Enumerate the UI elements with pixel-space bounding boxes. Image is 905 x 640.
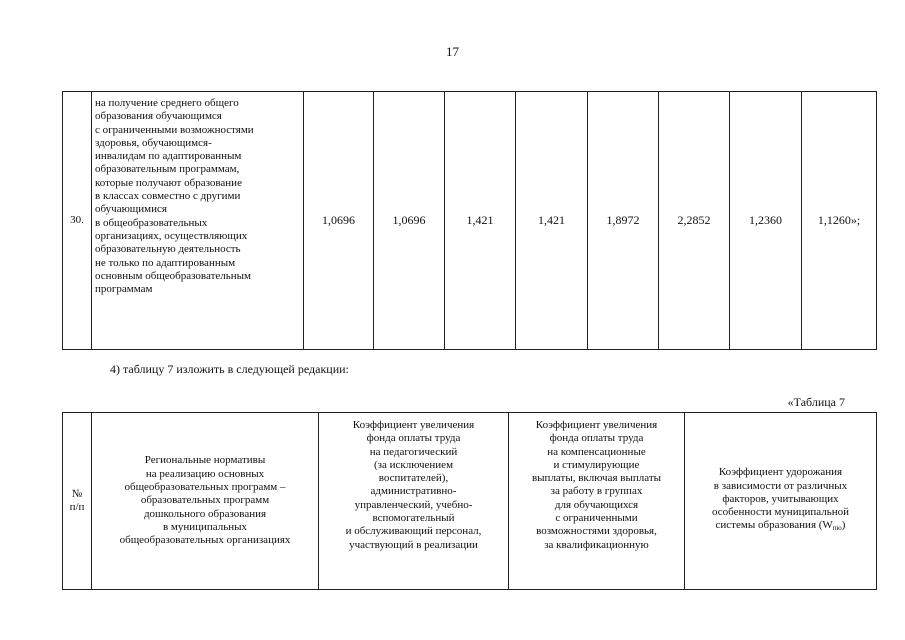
header-line: вспомогательный bbox=[372, 512, 455, 525]
row-description bbox=[92, 92, 304, 350]
closing-paren: ) bbox=[841, 519, 846, 532]
description-line: которые получают образование bbox=[95, 176, 242, 189]
header-line: на педагогический bbox=[369, 445, 458, 458]
w-subscript: пю bbox=[832, 524, 842, 533]
header-line: за работу в группах bbox=[550, 485, 643, 498]
coefficients-table-row-30 bbox=[62, 91, 877, 350]
description-line: не только по адаптированным bbox=[95, 256, 236, 269]
description-line: здоровья, обучающимся- bbox=[95, 136, 212, 149]
table-row bbox=[63, 92, 877, 350]
description-line: в общеобразовательных bbox=[95, 216, 208, 229]
description-line: на получение среднего общего bbox=[95, 97, 239, 109]
description-line: с ограниченными возможностями bbox=[95, 123, 254, 136]
description-line: программам bbox=[95, 283, 153, 296]
header-line: с ограниченными bbox=[555, 512, 638, 525]
header-line: Коэффициент увеличения bbox=[535, 419, 658, 431]
header-line: образовательных программ bbox=[140, 494, 270, 507]
header-line: особенности муниципальной bbox=[711, 506, 850, 519]
table-caption: «Таблица 7 bbox=[787, 395, 845, 409]
header-row bbox=[63, 413, 877, 590]
header-pay-fund-compensation bbox=[509, 413, 685, 590]
header-line: Коэффициент удорожания bbox=[718, 466, 843, 479]
header-regional-norms bbox=[92, 413, 319, 590]
description-line: инвалидам по адаптированным bbox=[95, 150, 242, 163]
description-line: в классах совместно с другими bbox=[95, 190, 241, 203]
page-number: 17 bbox=[446, 44, 459, 59]
header-line: дошкольного образования bbox=[143, 507, 267, 520]
header-line: на компенсационные bbox=[547, 445, 646, 458]
value-cell: 2,2852 bbox=[659, 92, 730, 350]
header-line: и стимулирующие bbox=[553, 458, 640, 471]
header-number bbox=[63, 413, 92, 590]
value-cell: 1,0696 bbox=[374, 92, 445, 350]
header-line-text: системы образования (W bbox=[715, 519, 833, 532]
header-line: и обслуживающий персонал, bbox=[345, 525, 482, 538]
header-line bbox=[685, 519, 876, 535]
header-cost-coefficient bbox=[685, 413, 877, 590]
header-line: для обучающихся bbox=[554, 498, 639, 511]
header-line: за квалификационную bbox=[544, 538, 649, 551]
header-line: воспитателей), bbox=[378, 472, 449, 485]
header-line: управленческий, учебно- bbox=[354, 498, 473, 511]
header-line: общеобразовательных организациях bbox=[119, 534, 291, 547]
value-cell: 1,1260»; bbox=[802, 92, 877, 350]
header-line: выплаты, включая выплаты bbox=[531, 472, 662, 485]
value-cell: 1,421 bbox=[516, 92, 588, 350]
header-line: в муниципальных bbox=[162, 520, 248, 533]
description-line: образования обучающимся bbox=[95, 110, 222, 123]
value-cell: 1,421 bbox=[445, 92, 516, 350]
value-cell: 1,2360 bbox=[730, 92, 802, 350]
description-line: образовательным программам, bbox=[95, 163, 240, 176]
header-line: фонда оплаты труда bbox=[549, 432, 644, 445]
header-line: факторов, учитывающих bbox=[722, 492, 839, 505]
header-line: Коэффициент увеличения bbox=[352, 419, 475, 431]
header-line: в зависимости от различных bbox=[713, 479, 848, 492]
header-line: п/п bbox=[69, 501, 85, 513]
header-line: на реализацию основных bbox=[145, 467, 265, 480]
header-pay-fund-staff bbox=[319, 413, 509, 590]
header-line: административно- bbox=[370, 485, 457, 498]
description-line: обучающимися bbox=[95, 203, 167, 216]
description-line: основным общеобразовательным bbox=[95, 269, 252, 282]
amendment-instruction: 4) таблицу 7 изложить в следующей редакции: bbox=[110, 362, 349, 376]
header-line: участвующий в реализации bbox=[349, 538, 478, 551]
header-line: № bbox=[71, 487, 83, 500]
header-line: (за исключением bbox=[373, 458, 454, 471]
row-number: 30. bbox=[63, 92, 92, 350]
header-line: возможностями здоровья, bbox=[536, 525, 657, 538]
description-line: образовательную деятельность bbox=[95, 243, 241, 256]
header-line: фонда оплаты труда bbox=[366, 432, 461, 445]
value-cell: 1,0696 bbox=[304, 92, 374, 350]
value-cell: 1,8972 bbox=[588, 92, 659, 350]
header-line: Региональные нормативы bbox=[144, 454, 266, 467]
header-line: общеобразовательных программ – bbox=[124, 481, 286, 494]
table-7-header bbox=[62, 412, 877, 590]
description-line: организациях, осуществляющих bbox=[95, 229, 248, 242]
